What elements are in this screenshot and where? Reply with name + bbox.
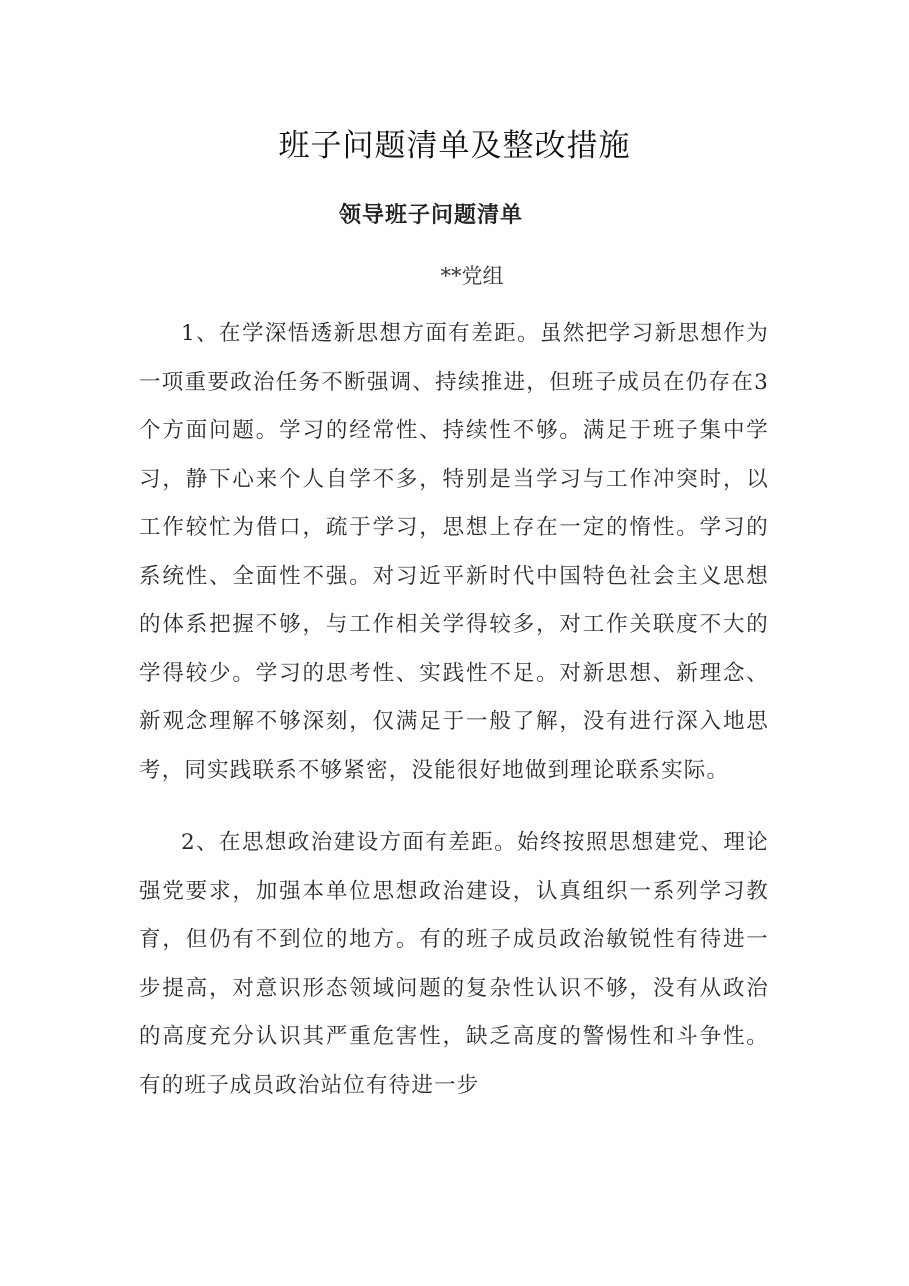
paragraph-2: 2、在思想政治建设方面有差距。始终按照思想建党、理论强党要求，加强本单位思想政治建设，认真组织一系列学习教育，但仍有不到位的地方。有的班子成员政治敏锐性有待进一步提高，对意识形态领域问题的复杂性认识不够，没有从政治的高度充分认识其严重危害性，缺乏高度的警惕性和斗争性。有的班子成员政治站位有待进一步 <box>139 830 769 1098</box>
document-title: 班子问题清单及整改措施 <box>278 128 631 164</box>
paragraph-1: 1、在学深悟透新思想方面有差距。虽然把学习新思想作为一项重要政治任务不断强调、持续推进，但班子成员在仍存在3个方面问题。学习的经常性、持续性不够。满足于班子集中学习，静下心来个人自学不多，特别是当学习与工作冲突时，以工作较忙为借口，疏于学习，思想上存在一定的惰性。学习的系统性、全面性不强。对习近平新时代中国特色社会主义思想的体系把握不够，与工作相关学得较多，对工作关联度不大的学得较少。学习的思考性、实践性不足。对新思想、新理念、新观念理解不够深刻，仅满足于一般了解，没有进行深入地思考，同实践联系不够紧密，没能很好地做到理论联系实际。 <box>139 321 769 783</box>
organization-name: **党组 <box>440 264 504 288</box>
document-subtitle: 领导班子问题清单 <box>338 202 523 228</box>
